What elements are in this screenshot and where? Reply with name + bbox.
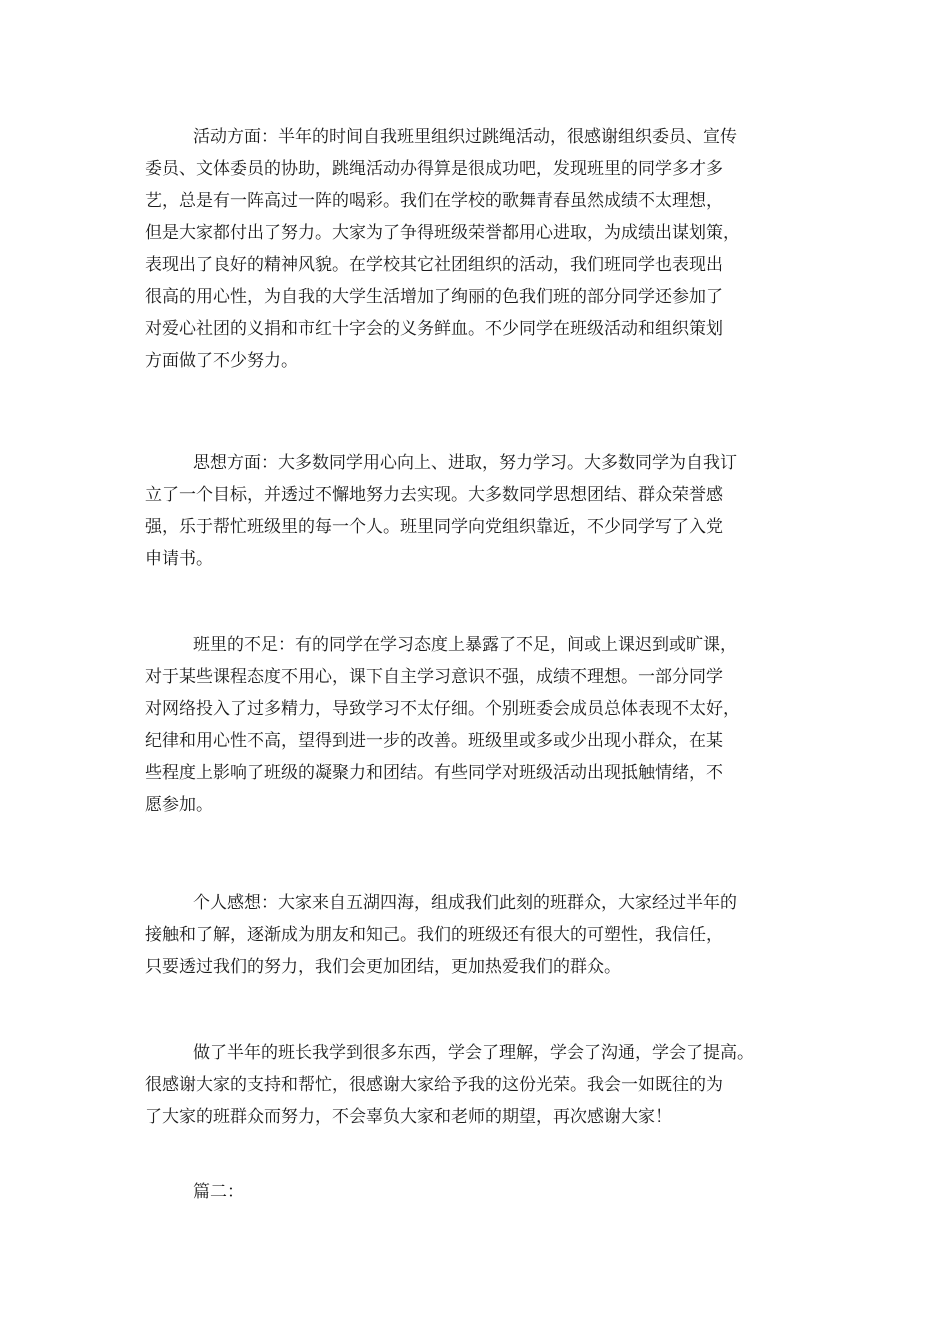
text-line: 了大家的班群众而努力，不会辜负大家和老师的期望，再次感谢大家！	[145, 1107, 672, 1127]
text-line: 方面做了不少努力。	[145, 351, 298, 371]
text-line: 个人感想：大家来自五湖四海，组成我们此刻的班群众，大家经过半年的	[193, 893, 737, 913]
text-line: 立了一个目标，并透过不懈地努力去实现。大多数同学思想团结、群众荣誉感	[145, 485, 723, 505]
text-line: 篇二：	[193, 1182, 244, 1202]
section-heading-part-two	[145, 1176, 244, 1208]
text-line: 班里的不足：有的同学在学习态度上暴露了不足，间或上课迟到或旷课，	[193, 635, 737, 655]
text-line: 纪律和用心性不高，望得到进一步的改善。班级里或多或少出现小群众，在某	[145, 731, 723, 751]
paragraph-closing	[145, 1037, 754, 1133]
text-line: 对于某些课程态度不用心，课下自主学习意识不强，成绩不理想。一部分同学	[145, 667, 723, 687]
paragraph-activities	[145, 121, 740, 377]
text-line: 做了半年的班长我学到很多东西，学会了理解，学会了沟通，学会了提高。	[193, 1043, 754, 1063]
text-line: 艺，总是有一阵高过一阵的喝彩。我们在学校的歌舞青春虽然成绩不太理想，	[145, 191, 723, 211]
text-line: 些程度上影响了班级的凝聚力和团结。有些同学对班级活动出现抵触情绪，不	[145, 763, 723, 783]
text-line: 表现出了良好的精神风貌。在学校其它社团组织的活动，我们班同学也表现出	[145, 255, 723, 275]
paragraph-thoughts	[145, 447, 737, 575]
text-line: 但是大家都付出了努力。大家为了争得班级荣誉都用心进取，为成绩出谋划策，	[145, 223, 740, 243]
text-line: 强，乐于帮忙班级里的每一个人。班里同学向党组织靠近，不少同学写了入党	[145, 517, 723, 537]
text-line: 申请书。	[145, 549, 213, 569]
text-line: 对网络投入了过多精力，导致学习不太仔细。个别班委会成员总体表现不太好，	[145, 699, 740, 719]
text-line: 活动方面：半年的时间自我班里组织过跳绳活动，很感谢组织委员、宣传	[193, 127, 737, 147]
text-line: 思想方面：大多数同学用心向上、进取，努力学习。大多数同学为自我订	[193, 453, 737, 473]
text-line: 愿参加。	[145, 795, 213, 815]
text-line: 对爱心社团的义捐和市红十字会的义务鲜血。不少同学在班级活动和组织策划	[145, 319, 723, 339]
text-line: 接触和了解，逐渐成为朋友和知己。我们的班级还有很大的可塑性，我信任，	[145, 925, 723, 945]
text-line: 很感谢大家的支持和帮忙，很感谢大家给予我的这份光荣。我会一如既往的为	[145, 1075, 723, 1095]
text-line: 只要透过我们的努力，我们会更加团结，更加热爱我们的群众。	[145, 957, 621, 977]
paragraph-shortcomings	[145, 629, 740, 821]
text-line: 很高的用心性，为自我的大学生活增加了绚丽的色我们班的部分同学还参加了	[145, 287, 723, 307]
text-line: 委员、文体委员的协助，跳绳活动办得算是很成功吧，发现班里的同学多才多	[145, 159, 723, 179]
paragraph-personal-feelings	[145, 887, 737, 983]
